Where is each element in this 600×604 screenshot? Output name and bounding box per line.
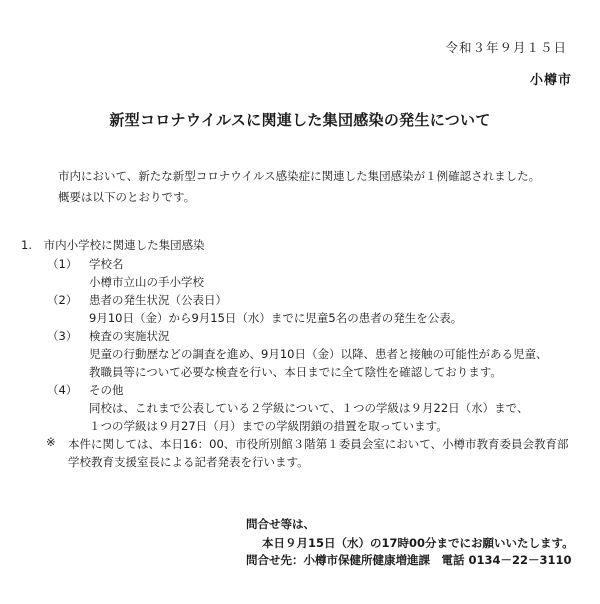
- section-title: 市内小学校に関連した集団感染: [43, 238, 205, 252]
- intro-line: 概要は以下のとおりです。: [58, 190, 196, 204]
- item-number: （2）: [47, 293, 78, 307]
- item-detail: 児童の行動歴などの調査を進め、9月10日（金）以降、患者と接触の可能性がある児童、: [89, 347, 548, 361]
- item-detail: １つの学級は９月27日（月）までの学級閉鎖の措置を取っています。: [89, 419, 448, 433]
- note-line: 本件に関しては、本日16：00、市役所別館３階第１委員会室において、小樽市教育委員会教育部: [68, 437, 569, 451]
- item-number: （3）: [47, 329, 78, 343]
- item-detail: 9月10日（金）から9月15日（水）までに児童5名の患者の発生を公表。: [89, 311, 463, 325]
- note-mark: ※: [46, 435, 56, 449]
- item-detail: 教職員等について必要な検査を行い、本日までに全て陰性を確認しております。: [89, 365, 502, 379]
- intro-line: 市内において、新たな新型コロナウイルス感染症に関連した集団感染が１例確認されました。: [58, 169, 541, 183]
- item-number: （4）: [47, 383, 78, 397]
- contact-info: 問合せ先：小樽市保健所健康増進課 電話 0134－22－3110: [246, 553, 572, 567]
- document-title: 新型コロナウイルスに関連した集団感染の発生について: [109, 111, 491, 129]
- item-label: その他: [89, 383, 124, 397]
- contact-heading: 問合せ等は、: [246, 517, 315, 531]
- contact-hours: 本日９月15日（水）の17時00分までにお願いいたします。: [262, 536, 574, 550]
- intro-paragraph: [58, 166, 540, 208]
- item-number: （1）: [47, 257, 78, 271]
- item-detail: 小樽市立山の手小学校: [89, 275, 204, 289]
- note-line: 学校教育支援室長による記者発表を行います。: [68, 455, 309, 469]
- section-number: 1.: [21, 238, 32, 252]
- item-label: 学校名: [89, 257, 124, 271]
- item-detail: 同校は、これまで公表している２学級について、１つの学級は９月22日（水）まで、: [89, 401, 529, 415]
- item-label: 患者の発生状況（公表日）: [89, 293, 227, 307]
- press-note: [68, 435, 569, 471]
- section-heading: [21, 237, 205, 253]
- document-date: 令和３年９月１５日: [445, 40, 567, 55]
- item-label: 検査の実施状況: [89, 329, 170, 343]
- issuing-organization: 小樽市: [529, 73, 572, 88]
